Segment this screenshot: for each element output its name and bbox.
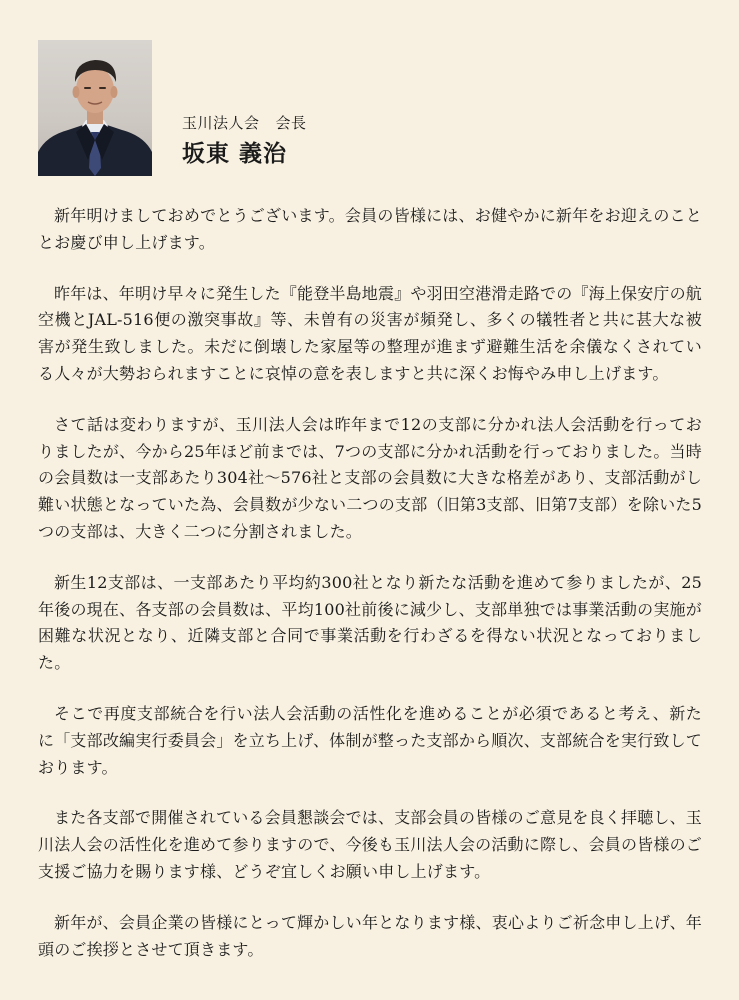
- paragraph-5: そこで再度支部統合を行い法人会活動の活性化を進めることが必須であると考え、新たに「支部改編実行委員会」を立ち上げ、体制が整った支部から順次、支部統合を実行致しております。: [38, 703, 702, 777]
- organization-name: 玉川法人会: [182, 114, 260, 132]
- organization-title: [182, 113, 307, 133]
- paragraph-6: また各支部で開催されている会員懇談会では、支部会員の皆様のご意見を良く拝聴し、玉川法人会の活性化を進めて参りますので、今後も玉川法人会の活動に際し、会員の皆様のご支援ご協力を賜ります様、どうぞ宜しくお願い申し上げます。: [38, 808, 703, 881]
- role-label: 会長: [275, 114, 307, 132]
- portrait-illustration: [38, 40, 152, 176]
- paragraph-3: さて話は変わりますが、玉川法人会は昨年まで12の支部に分かれ法人会活動を行っておりましたが、今から25年ほど前までは、7つの支部に分かれ活動を行っておりました。当時の会員数は一支部あたり304社〜576社と支部の会員数に大きな格差があり、支部活動がし難い状態となっていた為、会員数が少ない二つの支部（旧第3支部、旧第7支部）を除いた5つの支部は、大きく二つに分割されました。: [38, 414, 702, 541]
- paragraph-7: 新年が、会員企業の皆様にとって輝かしい年となります様、衷心よりご祈念申し上げ、年頭のご挨拶とさせて頂きます。: [38, 912, 702, 959]
- paragraph-2: 昨年は、年明け早々に発生した『能登半島地震』や羽田空港滑走路での『海上保安庁の航空機とJAL-516便の激突事故』等、未曽有の災害が頻発し、多くの犠牲者と共に甚大な被害が発生致しました。未だに倒壊した家屋等の整理が進まず避難生活を余儀なくされている人々が大勢おられますことに哀悼の意を表しますと共に深くお悔やみ申し上げます。: [38, 283, 703, 383]
- person-name: 坂東 義治: [182, 140, 288, 167]
- paragraph-4: 新生12支部は、一支部あたり平均約300社となり新たな活動を進めて参りましたが、25年後の現在、各支部の会員数は、平均100社前後に減少し、支部単独では事業活動の実施が困難な状況となり、近隣支部と合同で事業活動を行わざるを得ない状況となっておりました。: [38, 572, 702, 673]
- paragraph-1: 新年明けましておめでとうございます。会員の皆様には、お健やかに新年をお迎えのこととお慶び申し上げます。: [38, 206, 702, 252]
- greeting-body: [38, 203, 702, 987]
- title-block: [182, 113, 307, 169]
- header: [38, 40, 698, 176]
- portrait-photo: [38, 40, 152, 176]
